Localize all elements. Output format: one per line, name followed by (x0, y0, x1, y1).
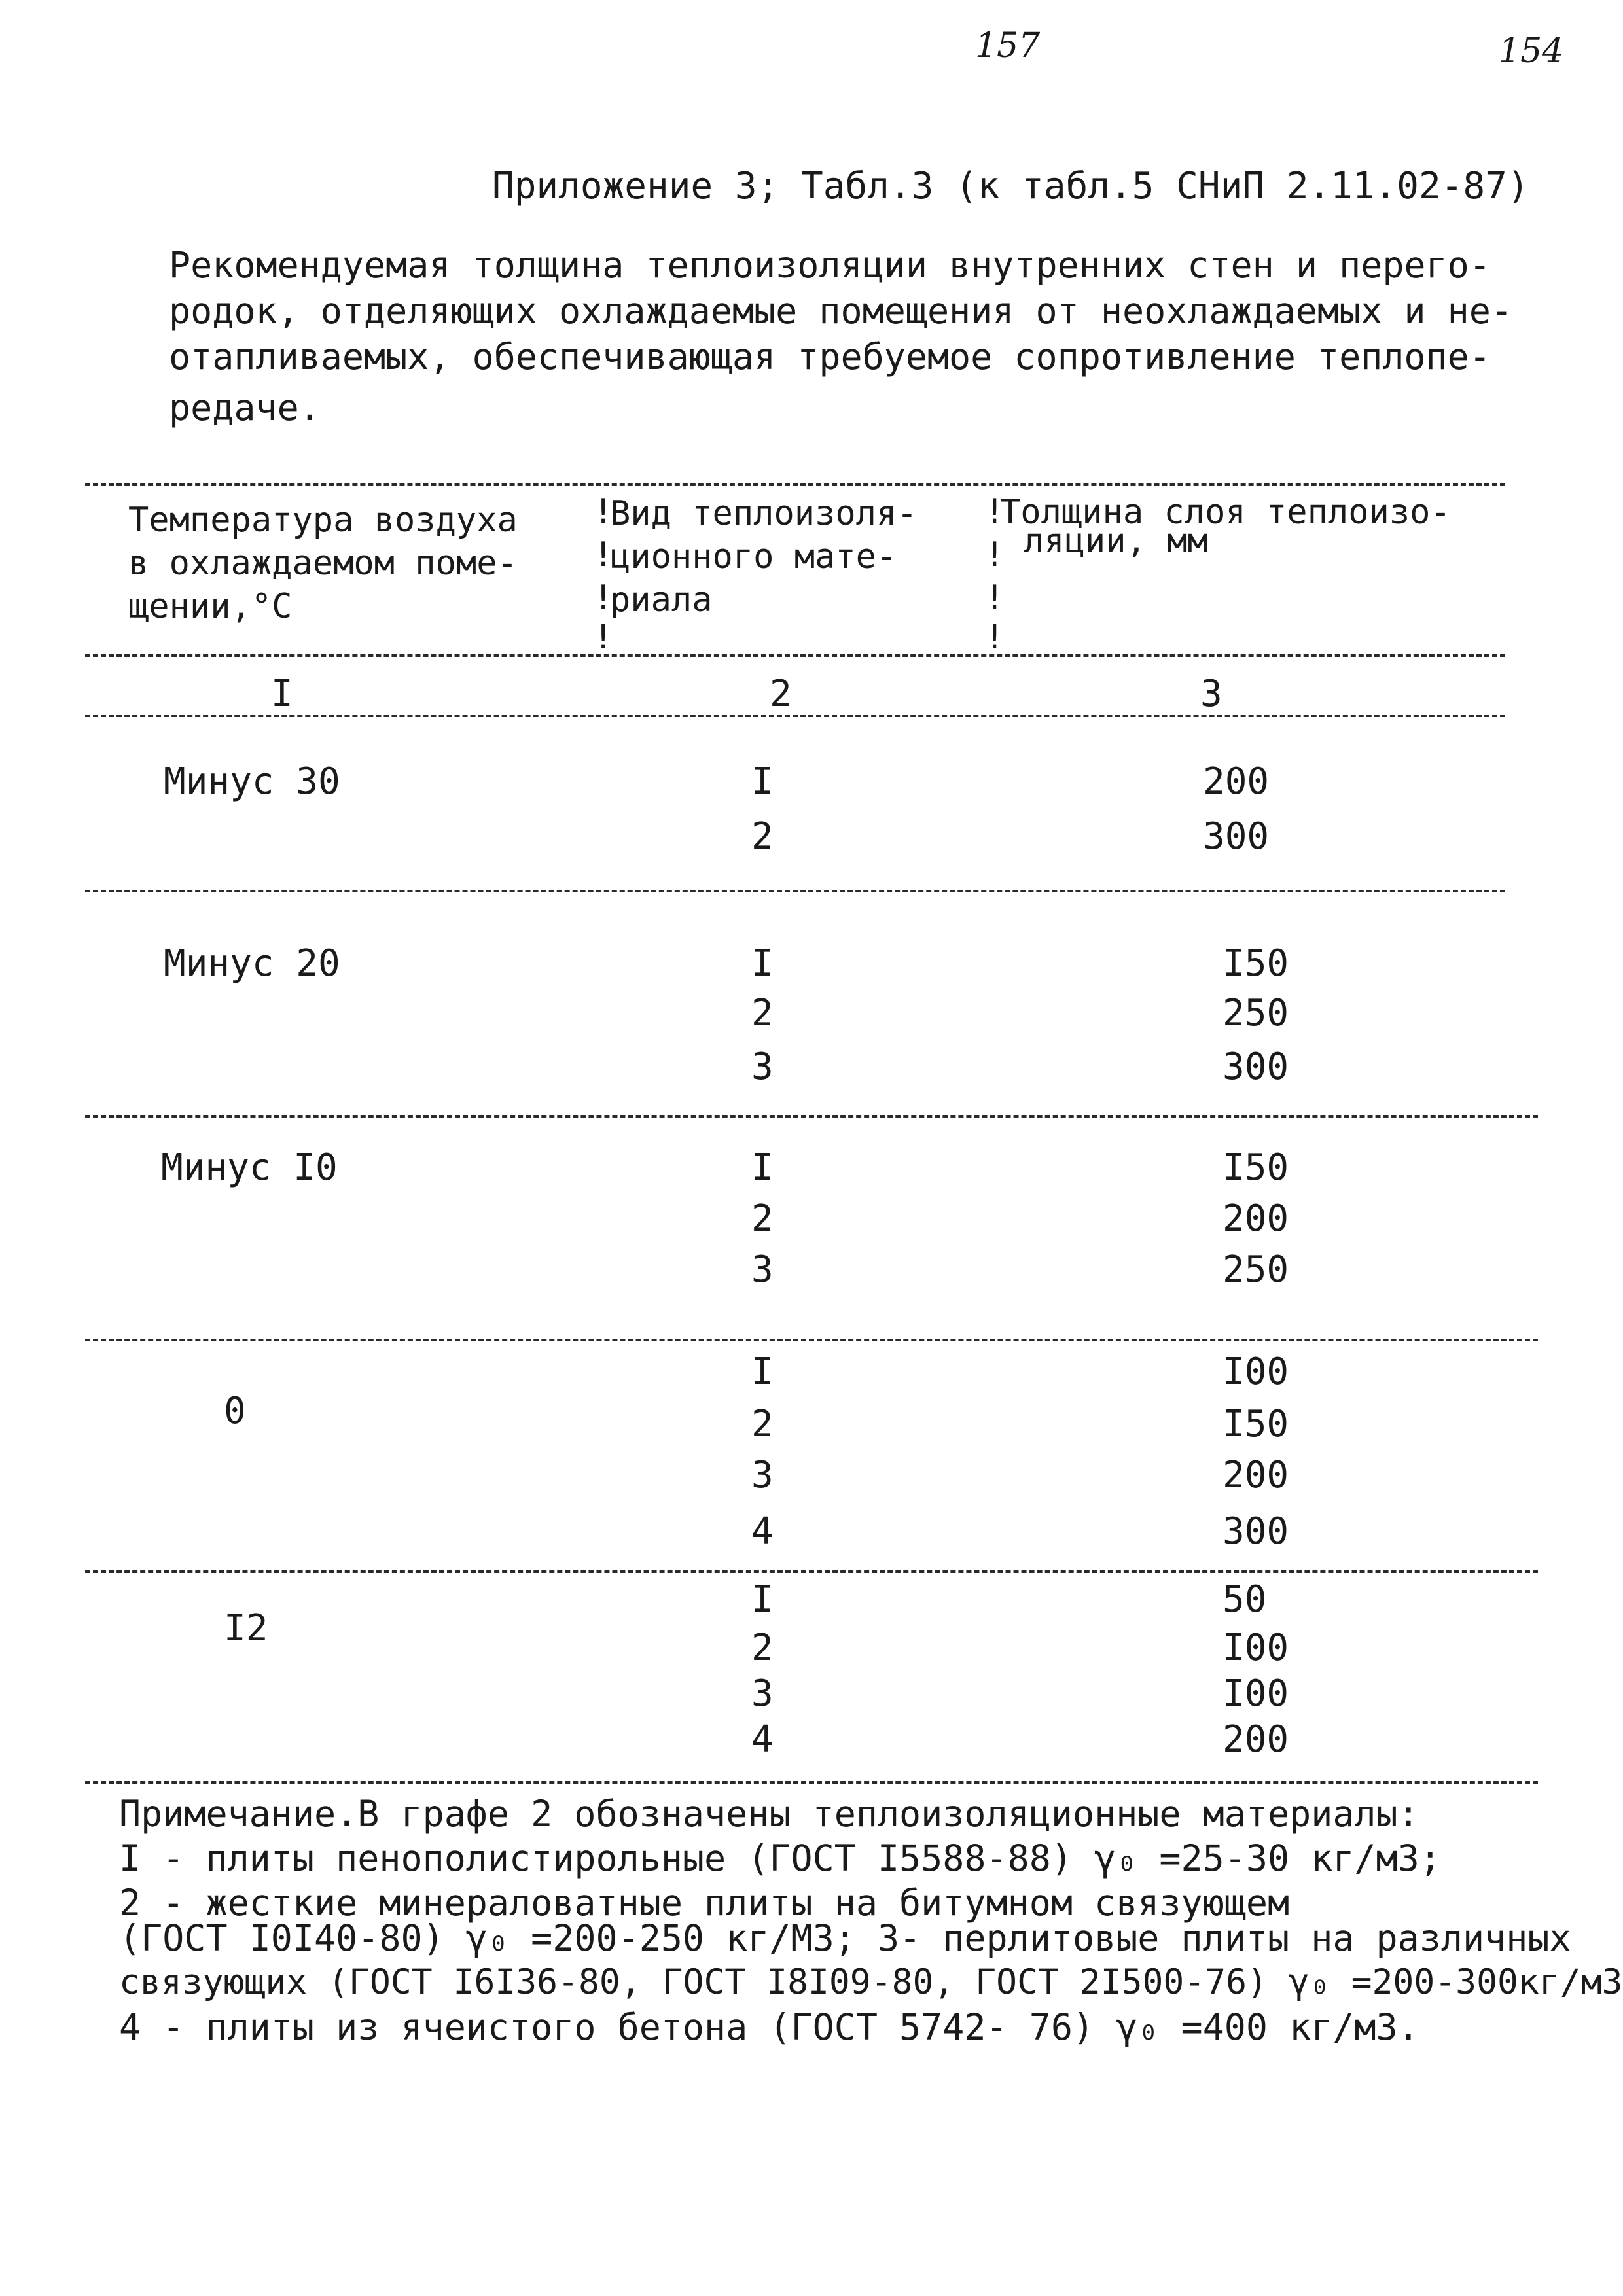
separator-mark: ! (593, 492, 614, 531)
separator-mark: ! (593, 618, 614, 657)
material-code: 4 (751, 1718, 774, 1761)
separator-mark: ! (984, 535, 1005, 574)
note-line: I - плиты пенополистирольные (ГОСТ I5588-88) γ₀ =25-30 кг/м3; (119, 1837, 1441, 1879)
header-material-line: ционного мате- (610, 537, 897, 576)
header-temperature-line: Температура воздуха (128, 501, 518, 540)
header-bottom-rule (85, 654, 1505, 657)
table-top-rule (85, 483, 1505, 486)
intro-line: редаче. (169, 387, 321, 429)
intro-line: отапливаемых, обеспечивающая требуемое сопротивление теплопе- (169, 336, 1491, 378)
intro-line: родок, отделяющих охлаждаемые помещения от неохлаждаемых и не- (169, 290, 1512, 332)
material-code: 2 (751, 1403, 774, 1445)
material-code: 3 (751, 1672, 774, 1715)
group-temperature: 0 (224, 1390, 246, 1432)
separator-mark: ! (984, 618, 1005, 657)
material-code: 2 (751, 992, 774, 1034)
thickness-value: I00 (1222, 1627, 1289, 1669)
header-thickness-line: Толщина слоя теплоизо- (1000, 493, 1451, 532)
thickness-value: 200 (1222, 1454, 1289, 1496)
group-rule (85, 1339, 1538, 1341)
thickness-value: 300 (1203, 815, 1270, 858)
material-code: I (751, 1351, 774, 1393)
thickness-value: I50 (1222, 942, 1289, 985)
header-material (610, 492, 918, 622)
header-material-line: Вид теплоизоля- (610, 494, 918, 533)
group-temperature: Минус I0 (161, 1146, 338, 1189)
thickness-value: 200 (1203, 760, 1270, 803)
note-line: 2 - жесткие минераловатные плиты на битумном связующем (119, 1882, 1290, 1924)
separator-mark: ! (593, 578, 614, 618)
header-temperature-line: щении,°С (128, 587, 293, 626)
column-number-3: 3 (1200, 673, 1222, 715)
separator-mark: ! (593, 535, 614, 574)
group-temperature: I2 (224, 1607, 268, 1650)
note-line: 4 - плиты из ячеистого бетона (ГОСТ 5742- 76) γ₀ =400 кг/м3. (119, 2006, 1419, 2048)
material-code: 3 (751, 1248, 774, 1291)
column-numbers-rule (85, 715, 1505, 717)
document-title: Приложение 3; Табл.3 (к табл.5 СНиП 2.11.02-87) (492, 165, 1529, 207)
note-line: Примечание.В графе 2 обозначены теплоизоляционные материалы: (119, 1793, 1419, 1835)
thickness-value: 300 (1222, 1510, 1289, 1553)
thickness-value: 200 (1222, 1718, 1289, 1761)
header-thickness-line: ляции, мм (1024, 521, 1208, 561)
thickness-value: I50 (1222, 1403, 1289, 1445)
thickness-value: I00 (1222, 1351, 1289, 1393)
material-code: I (751, 942, 774, 985)
note-line: связующих (ГОСТ I6I36-80, ГОСТ I8I09-80, ГОСТ 2I500-76) γ₀ =200-300кг/м3 (119, 1962, 1623, 2002)
header-thickness (1000, 491, 1451, 563)
header-material-line: риала (610, 580, 713, 620)
thickness-value: 250 (1222, 1248, 1289, 1291)
thickness-value: I00 (1222, 1672, 1289, 1715)
table-bottom-rule (85, 1781, 1538, 1784)
intro-paragraph (169, 242, 1512, 431)
note-block (119, 1792, 1622, 2049)
group-temperature: Минус 20 (164, 942, 340, 985)
group-rule (85, 1570, 1538, 1573)
page-number-center: 157 (975, 26, 1041, 65)
group-rule (85, 1115, 1538, 1118)
thickness-value: I50 (1222, 1146, 1289, 1189)
material-code: 4 (751, 1510, 774, 1553)
material-code: 2 (751, 1627, 774, 1669)
separator-mark: ! (984, 492, 1005, 531)
column-number-2: 2 (770, 673, 792, 715)
group-rule (85, 890, 1505, 892)
material-code: I (751, 760, 774, 803)
note-line: (ГОСТ I0I40-80) γ₀ =200-250 кг/М3; 3- перлитовые плиты на различных (119, 1917, 1571, 1959)
group-temperature: Минус 30 (164, 760, 340, 803)
header-temperature (128, 499, 518, 628)
page-number-right: 154 (1499, 31, 1564, 71)
material-code: I (751, 1578, 774, 1621)
column-number-1: I (271, 673, 293, 715)
material-code: 3 (751, 1454, 774, 1496)
intro-line: Рекомендуемая толщина теплоизоляции внутренних стен и перего- (169, 244, 1491, 286)
material-code: 3 (751, 1046, 774, 1088)
material-code: I (751, 1146, 774, 1189)
thickness-value: 50 (1222, 1578, 1267, 1621)
material-code: 2 (751, 815, 774, 858)
header-temperature-line: в охлаждаемом поме- (128, 544, 518, 583)
thickness-value: 300 (1222, 1046, 1289, 1088)
thickness-value: 250 (1222, 992, 1289, 1034)
thickness-value: 200 (1222, 1197, 1289, 1240)
material-code: 2 (751, 1197, 774, 1240)
separator-mark: ! (984, 578, 1005, 618)
